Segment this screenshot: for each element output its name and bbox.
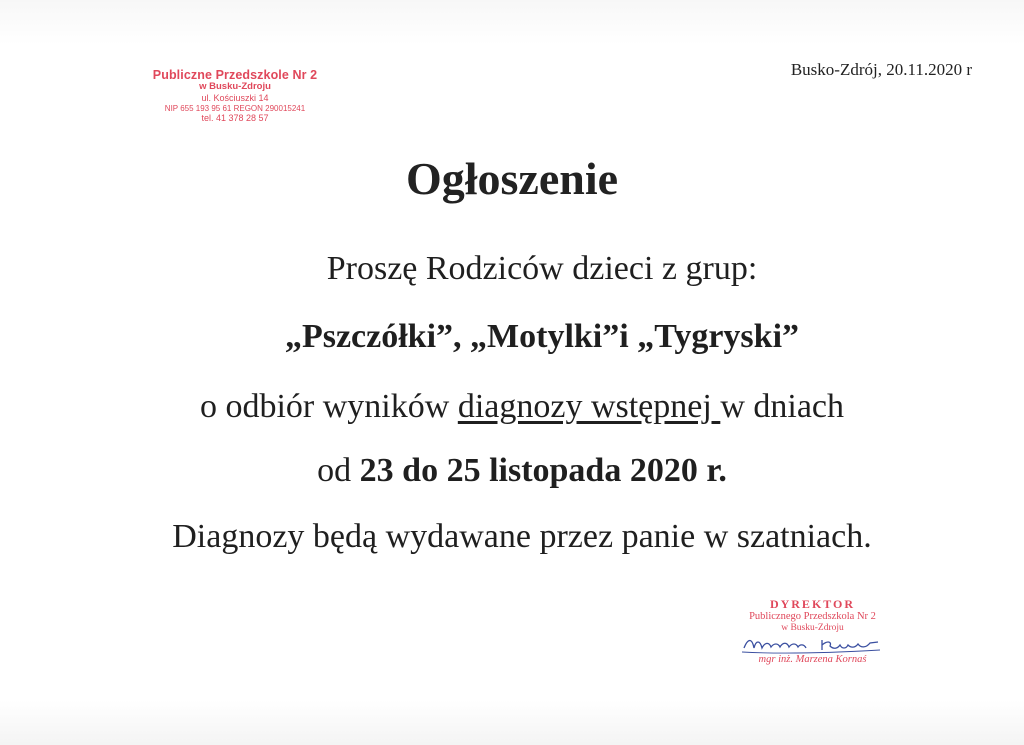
handwritten-signature-icon: [738, 634, 888, 656]
signature-name: mgr inż. Marzena Kornaś: [758, 653, 867, 665]
body-line-3: [10, 388, 1024, 426]
signature-title: DYREKTOR: [769, 597, 856, 611]
body-line-1: Proszę Rodziców dzieci z grup:: [326, 250, 758, 287]
body-line-groups: „Pszczółki”, „Motylki”i „Tygryski”: [284, 318, 800, 355]
director-signature-stamp: [720, 598, 905, 666]
page-title: Ogłoszenie: [405, 153, 619, 204]
line3-suffix: w dniach: [720, 388, 844, 425]
body-line-5: Diagnozy będą wydawane przez panie w szatniach.: [172, 518, 872, 555]
stamp-nip-regon: NIP 655 193 95 61 REGON 290015241: [164, 103, 306, 113]
document-date: Busko-Zdrój, 20.11.2020 r: [790, 60, 972, 79]
line4-dates-bold: 23 do 25 listopada 2020 r.: [359, 452, 727, 489]
stamp-city: w Busku-Zdroju: [199, 81, 271, 93]
stamp-phone: tel. 41 378 28 57: [201, 112, 269, 123]
stamp-street: ul. Kościuszki 14: [201, 93, 269, 104]
signature-institution: Publicznego Przedszkola Nr 2: [749, 611, 876, 623]
line3-prefix: o odbiór wyników: [199, 388, 458, 425]
line3-underlined: diagnozy wstępnej: [457, 388, 721, 425]
institution-stamp: [150, 68, 320, 123]
line4-prefix: od: [317, 452, 360, 489]
signature-city: w Busku-Zdroju: [781, 623, 844, 634]
stamp-name: Publiczne Przedszkole Nr 2: [152, 68, 318, 82]
body-line-dates: [10, 452, 1024, 490]
